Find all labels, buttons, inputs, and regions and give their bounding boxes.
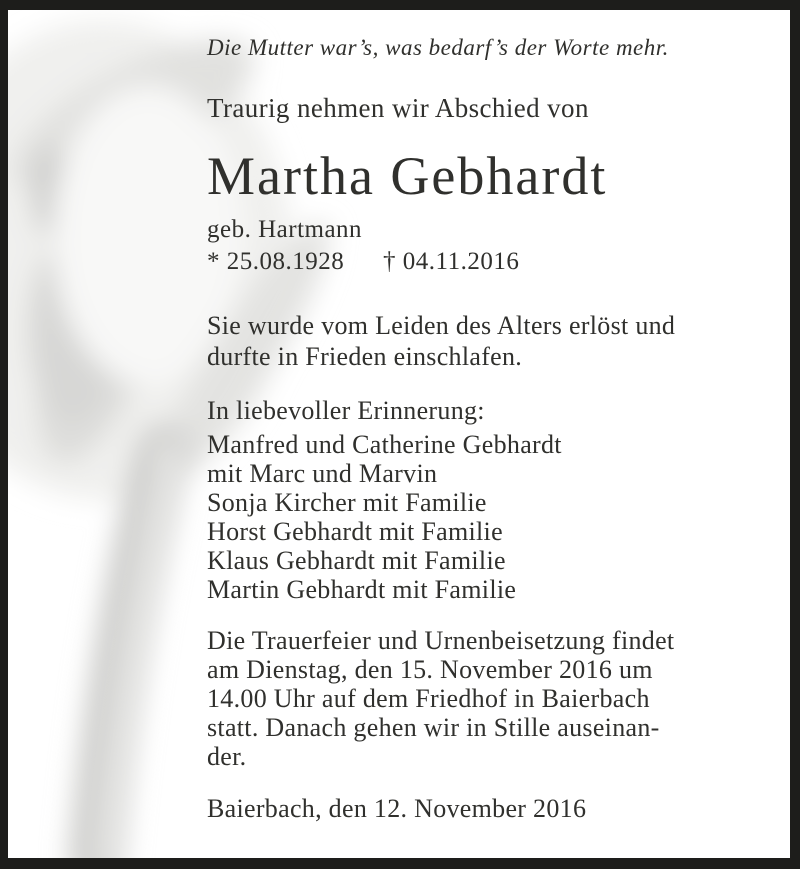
passing-line: durfte in Frieden einschlafen. bbox=[207, 342, 523, 371]
mourners-list bbox=[207, 430, 562, 604]
remembrance-heading: In liebevoller Erinnerung: bbox=[207, 396, 485, 425]
service-line: statt. Danach gehen wir in Stille auseinan- bbox=[207, 713, 660, 742]
passing-paragraph bbox=[207, 310, 675, 372]
service-line: Die Trauerfeier und Urnenbeisetzung findet bbox=[207, 626, 675, 655]
mourner-line: Manfred und Catherine Gebhardt bbox=[207, 430, 562, 459]
service-line: der. bbox=[207, 742, 247, 771]
mourner-line: Martin Gebhardt mit Familie bbox=[207, 575, 517, 604]
passing-line: Sie wurde vom Leiden des Alters erlöst und bbox=[207, 311, 676, 340]
death-date: † 04.11.2016 bbox=[383, 248, 520, 275]
mourner-line: mit Marc und Marvin bbox=[207, 459, 438, 488]
maiden-name: geb. Hartmann bbox=[207, 216, 363, 243]
place-date-line: Baierbach, den 12. November 2016 bbox=[207, 794, 587, 823]
mourner-line: Horst Gebhardt mit Familie bbox=[207, 517, 503, 546]
epigraph-line: Die Mutter war’s, was bedarf’s der Worte mehr. bbox=[207, 35, 669, 60]
mourner-line: Sonja Kircher mit Familie bbox=[207, 488, 487, 517]
service-paragraph bbox=[207, 626, 674, 771]
intro-line: Traurig nehmen wir Abschied von bbox=[207, 93, 589, 123]
service-line: am Dienstag, den 15. November 2016 um bbox=[207, 655, 653, 684]
life-dates bbox=[207, 248, 519, 276]
mourner-line: Klaus Gebhardt mit Familie bbox=[207, 546, 506, 575]
deceased-name: Martha Gebhardt bbox=[207, 146, 608, 206]
birth-date: * 25.08.1928 bbox=[207, 248, 345, 275]
service-line: 14.00 Uhr auf dem Friedhof in Baierbach bbox=[207, 684, 650, 713]
